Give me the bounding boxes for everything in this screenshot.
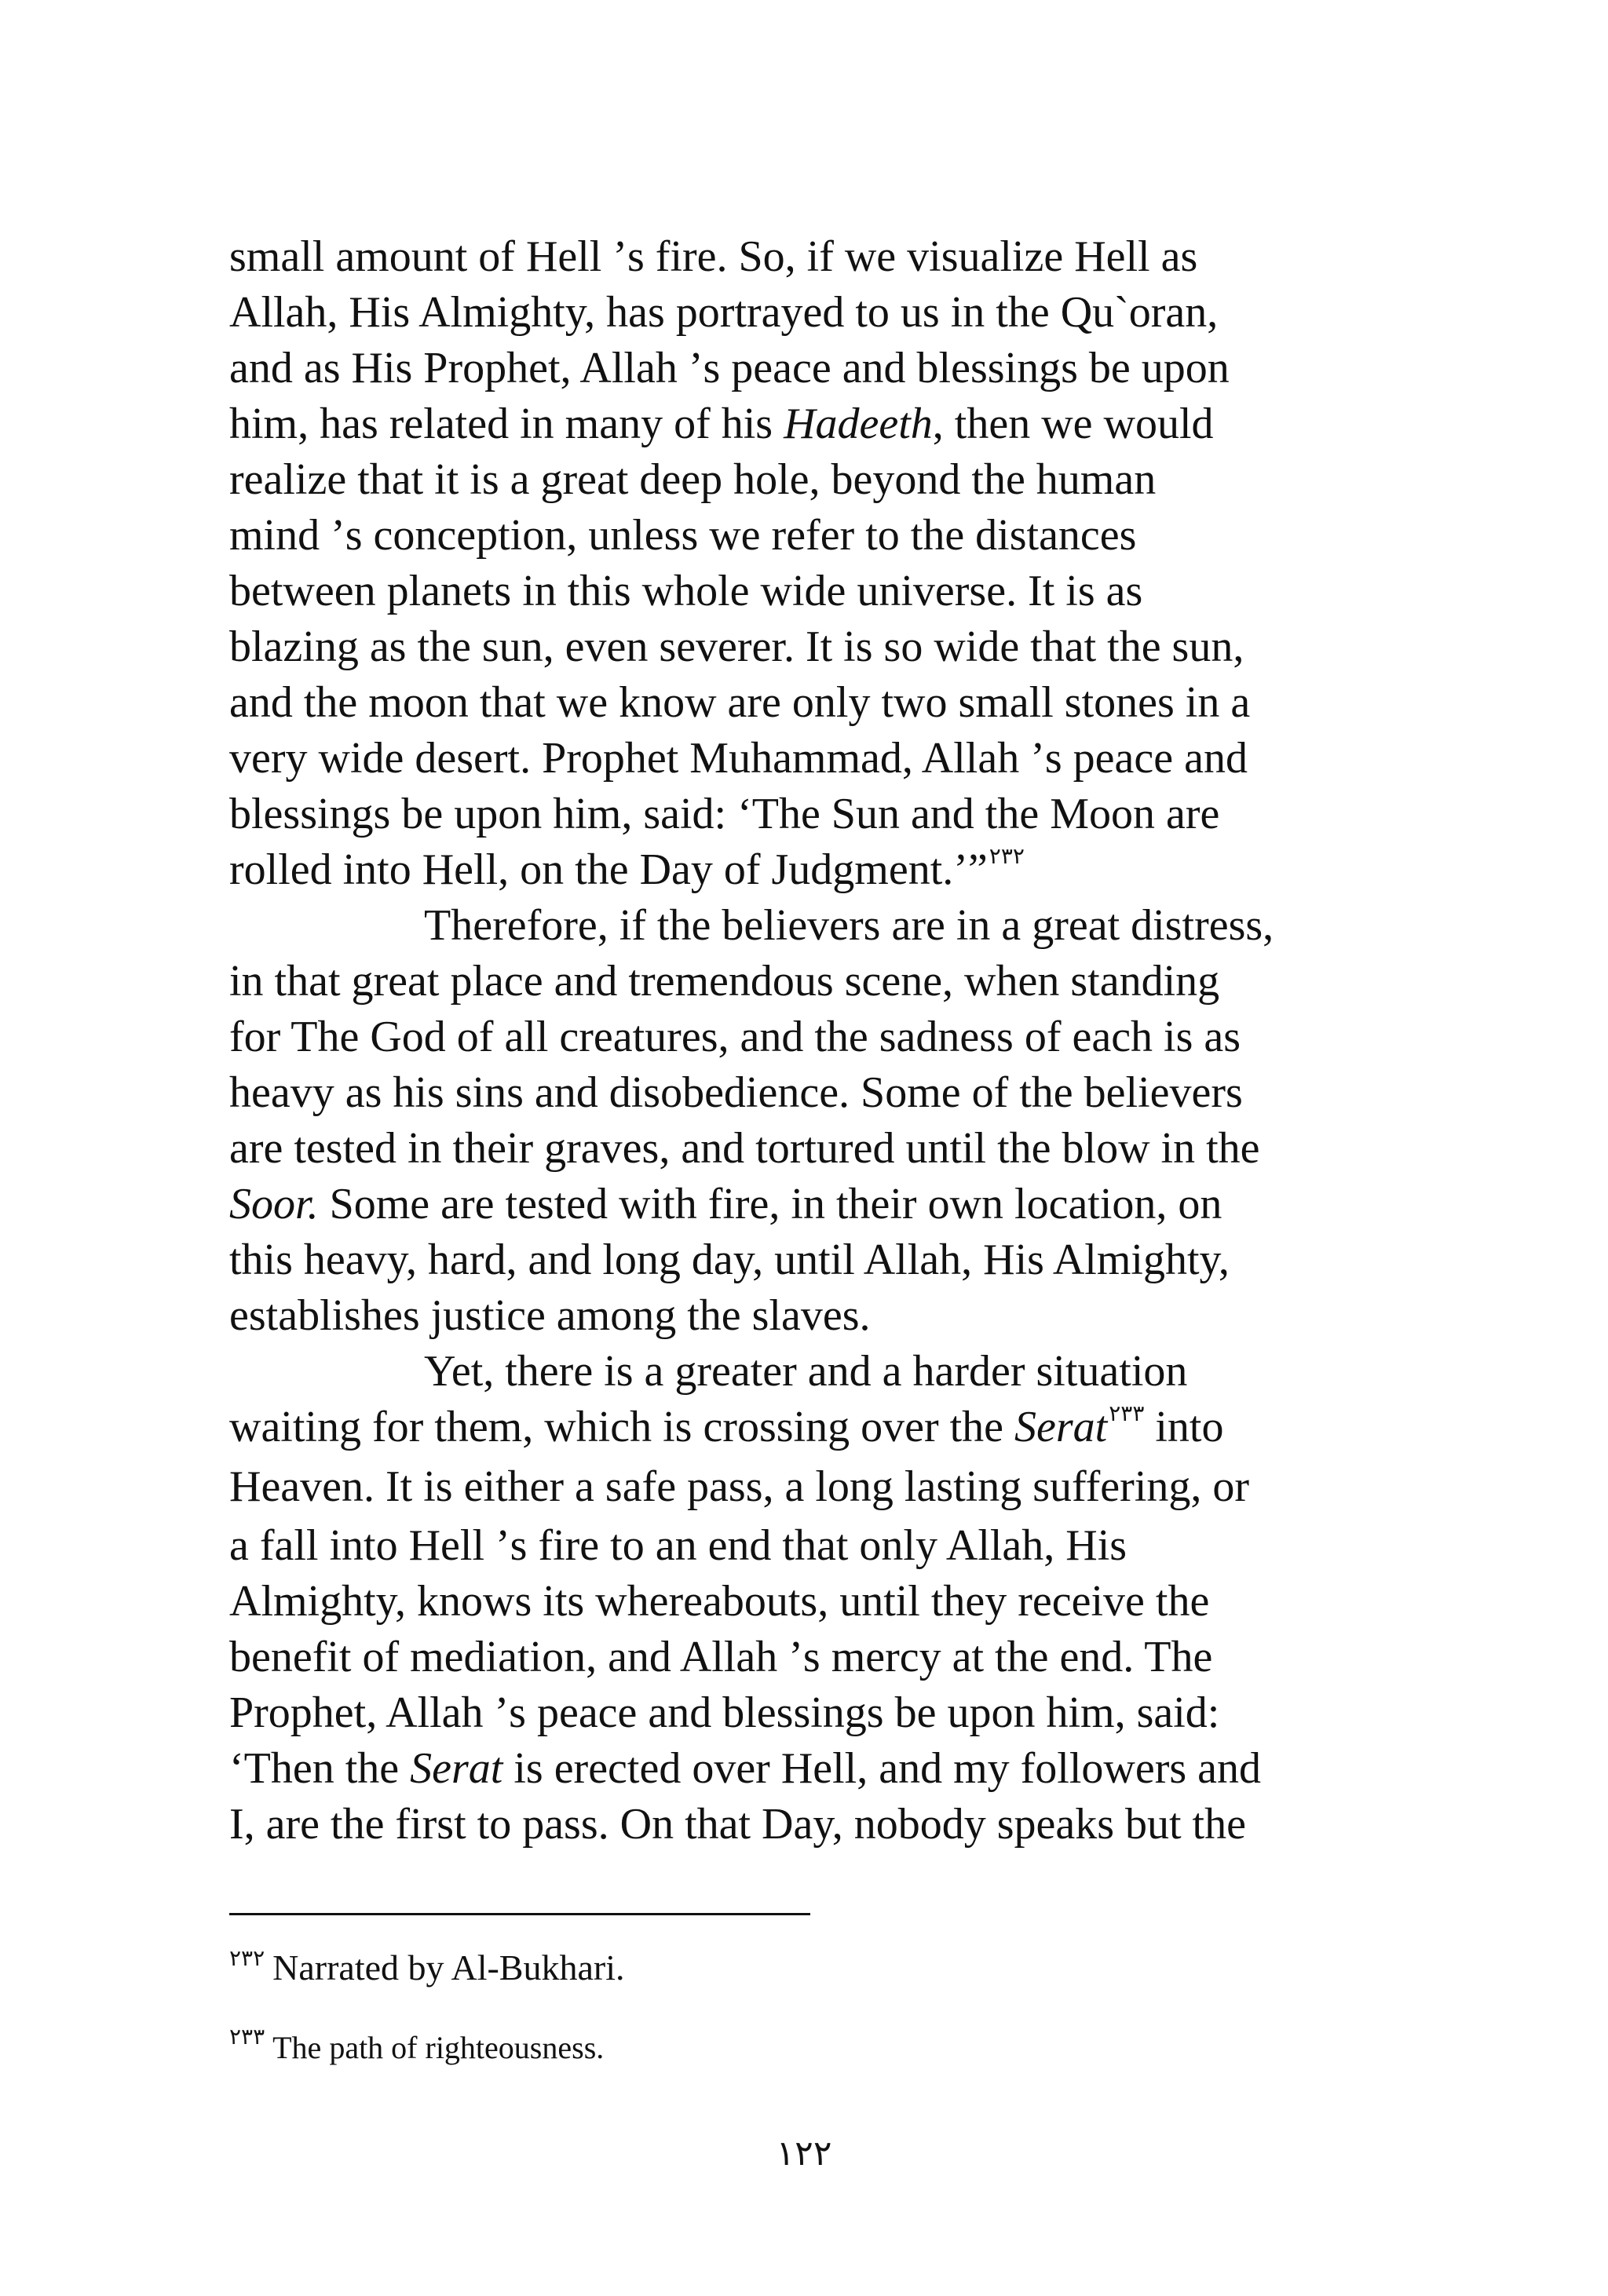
text-line (229, 675, 1383, 731)
line-text: Therefore, if the believers are in a great distress, (424, 901, 1274, 950)
text-line (229, 1009, 1383, 1065)
footnote-ref: ٢٣٣ (1109, 1402, 1145, 1426)
line-text: Heaven. It is either a safe pass, a long lasting suffering, or (229, 1462, 1250, 1511)
text-line (229, 1177, 1383, 1232)
line-text: small amount of Hell ʼs fire. So, if we visualize Hell as (229, 232, 1198, 281)
line-text: rolled into Hell, on the Day of Judgment.’” (229, 845, 988, 894)
text-line (229, 1685, 1383, 1741)
line-text: heavy as his sins and disobedience. Some of the believers (229, 1068, 1243, 1117)
italic-term: Serat (410, 1744, 503, 1793)
line-text: benefit of mediation, and Allah ʼs mercy at the end. The (229, 1633, 1213, 1681)
text-line (229, 1344, 1383, 1400)
line-text: are tested in their graves, and tortured until the blow in the (229, 1124, 1260, 1173)
text-line (229, 842, 1383, 898)
text-line (229, 954, 1383, 1009)
footnote-233 (229, 2024, 604, 2066)
line-text: in that great place and tremendous scene, when standing (229, 957, 1220, 1006)
paragraph (229, 1344, 1383, 1852)
italic-term: Serat (1014, 1403, 1108, 1451)
text-line (229, 1518, 1383, 1574)
footnote-mark: ٢٣٣ (229, 2025, 265, 2050)
text-line (229, 1574, 1383, 1630)
line-text: Prophet, Allah ʼs peace and blessings be upon him, said: (229, 1688, 1220, 1737)
paragraph (229, 229, 1383, 898)
page-number: ١٢٢ (776, 2134, 832, 2173)
text-line (229, 1400, 1383, 1455)
text-line (229, 1455, 1383, 1518)
text-line (229, 1065, 1383, 1121)
text-line (229, 1797, 1383, 1852)
text-line (229, 452, 1383, 508)
text-line (229, 1288, 1383, 1344)
italic-term: Soor. (229, 1180, 319, 1228)
line-text: , then we would (932, 400, 1214, 448)
body-text (229, 229, 1383, 1852)
line-text: Yet, there is a greater and a harder situation (424, 1347, 1188, 1396)
line-text: mind ʼs conception, unless we refer to the distances (229, 511, 1137, 560)
text-line (229, 1630, 1383, 1685)
text-line (229, 898, 1383, 954)
line-text: him, has related in many of his (229, 400, 784, 448)
text-line (229, 564, 1383, 619)
footnote-232 (229, 1945, 625, 1988)
line-text: blessings be upon him, said: ‘The Sun and the Moon are (229, 790, 1220, 838)
footnote-text: The path of righteousness. (272, 2030, 605, 2065)
line-text: establishes justice among the slaves. (229, 1291, 871, 1340)
line-text: a fall into Hell ʼs fire to an end that only Allah, His (229, 1521, 1127, 1570)
line-text: I, are the first to pass. On that Day, nobody speaks but the (229, 1800, 1246, 1849)
line-text: blazing as the sun, even severer. It is so wide that the sun, (229, 622, 1244, 671)
paragraph (229, 898, 1383, 1344)
footnote-mark: ٢٣٢ (229, 1947, 265, 1971)
text-line (229, 229, 1383, 285)
text-line (229, 1232, 1383, 1288)
text-line (229, 731, 1383, 787)
text-line (229, 1121, 1383, 1177)
text-line (229, 787, 1383, 842)
line-text: this heavy, hard, and long day, until Allah, His Almighty, (229, 1236, 1230, 1284)
line-text: Allah, His Almighty, has portrayed to us in the Qu`oran, (229, 288, 1219, 337)
text-line (229, 285, 1383, 341)
line-text: into (1144, 1403, 1224, 1451)
line-text: waiting for them, which is crossing over the (229, 1403, 1015, 1451)
text-line (229, 396, 1383, 452)
italic-term: Hadeeth (784, 400, 933, 448)
line-text: and as His Prophet, Allah ʼs peace and blessings be upon (229, 344, 1230, 392)
line-text: very wide desert. Prophet Muhammad, Allah ʼs peace and (229, 734, 1248, 783)
line-text: for The God of all creatures, and the sadness of each is as (229, 1013, 1241, 1061)
text-line (229, 508, 1383, 564)
line-text: realize that it is a great deep hole, beyond the human (229, 455, 1157, 504)
text-line (229, 619, 1383, 675)
text-line (229, 1741, 1383, 1797)
line-text: Some are tested with fire, in their own location, on (318, 1180, 1222, 1228)
line-text: Almighty, knows its whereabouts, until they receive the (229, 1577, 1210, 1626)
text-line (229, 341, 1383, 396)
footnote-text: Narrated by Al-Bukhari. (272, 1947, 625, 1988)
footnote-ref: ٢٣٢ (989, 845, 1025, 869)
line-text: ‘Then the (229, 1744, 411, 1793)
line-text: is erected over Hell, and my followers and (502, 1744, 1262, 1793)
line-text: and the moon that we know are only two small stones in a (229, 678, 1251, 727)
footnote-separator (229, 1913, 810, 1915)
line-text: between planets in this whole wide universe. It is as (229, 567, 1143, 615)
